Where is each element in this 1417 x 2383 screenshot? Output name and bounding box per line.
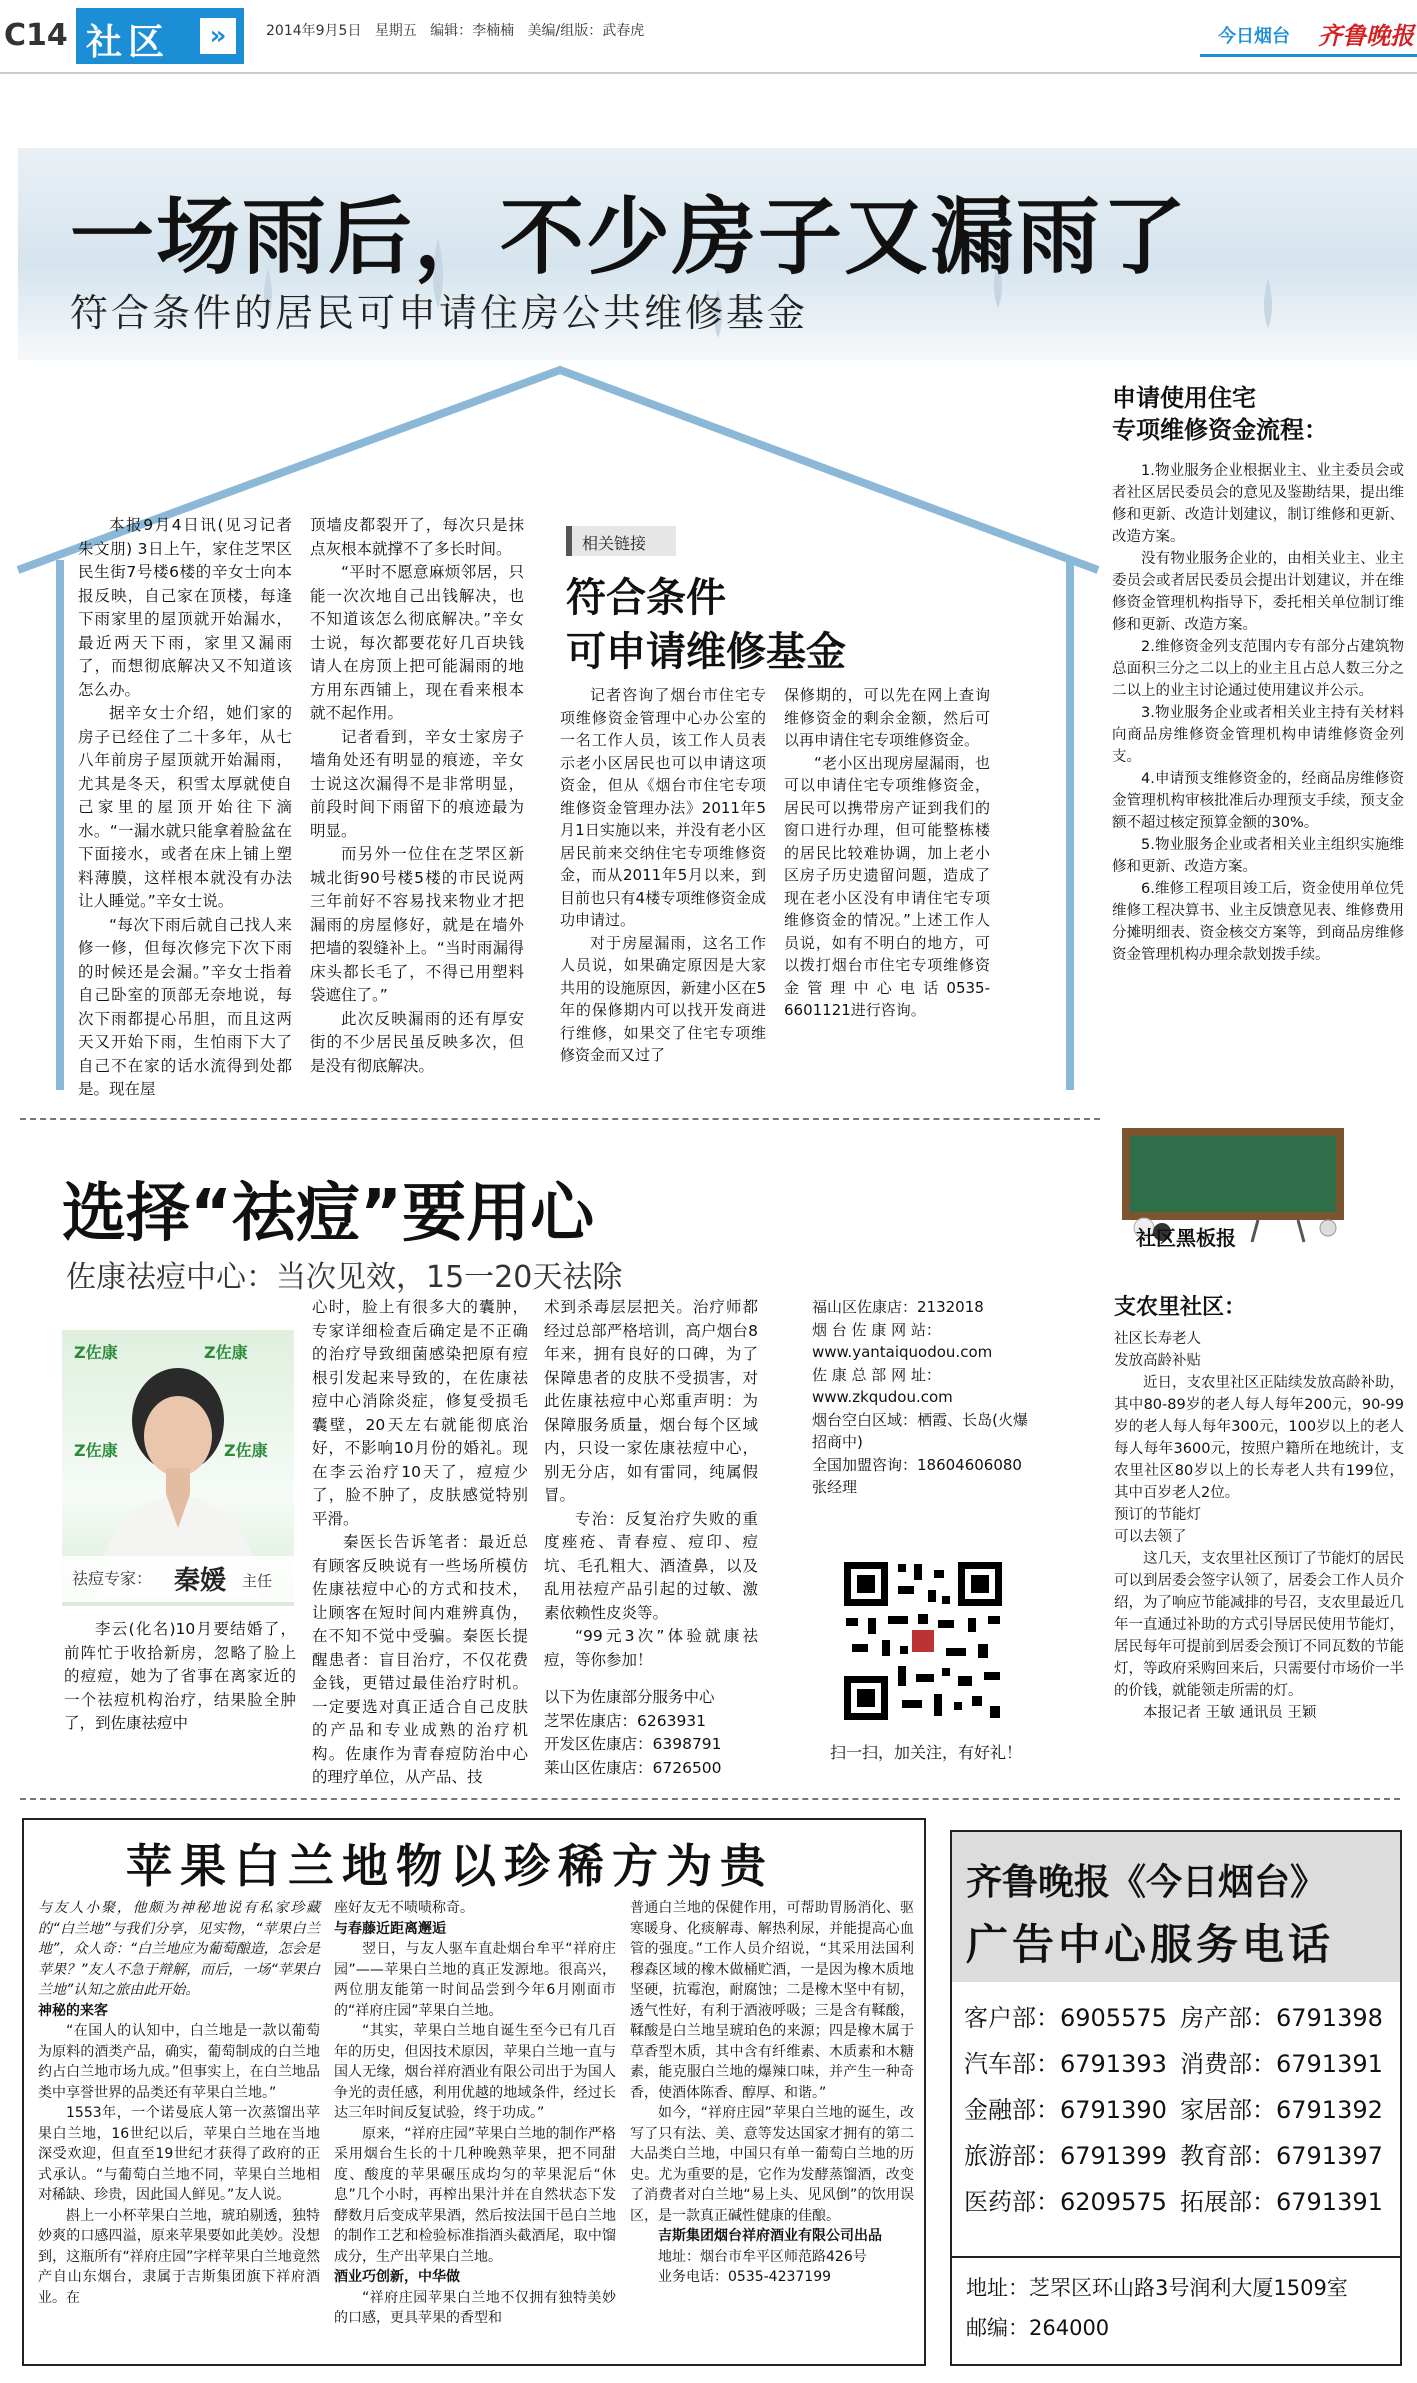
phone-number: 6209575 <box>1060 2188 1167 2216</box>
related-title-2: 可申请维修基金 <box>566 629 846 675</box>
company-address: 地址：烟台市牟平区师范路426号 <box>658 2248 867 2265</box>
page-number: C14 <box>4 18 68 53</box>
phone-entry: 拓展部：6791391 <box>1180 2188 1383 2216</box>
phone-number: 6905575 <box>1060 2004 1167 2032</box>
phone-dept: 旅游部 <box>964 2142 1036 2170</box>
process-step: 2.维修资金列支范围内专有部分占建筑物总面积三分之二以上的业主且占总人数三分之二以上的业主讨论通过使用建议并公示。 <box>1112 639 1404 699</box>
phone-number: 6791393 <box>1060 2050 1167 2078</box>
paragraph: 斟上一小杯苹果白兰地，琥珀剔透，独特妙爽的口感四溢，原来苹果要如此美妙。没想到，这瓶所有“祥府庄园”字样苹果白兰地竟然产自山东烟台，隶属于吉斯集团旗下祥府酒业。在 <box>38 2207 320 2306</box>
related-link-tag <box>566 526 676 556</box>
phone-entry: 汽车部：6791393 <box>964 2050 1167 2078</box>
community-name: 支农里社区： <box>1114 1295 1247 1320</box>
company-phone: 业务电话：0535-4237199 <box>658 2269 832 2285</box>
story3-col3 <box>630 1898 914 2288</box>
byline: 本报记者 王敏 通讯员 王颖 <box>1143 1705 1317 1721</box>
paragraph: 而另外一位住在芝罘区新城北街90号楼5楼的市民说两三年前好不容易找来物业才把漏雨的房屋修好，就是在墙外把墙的裂缝补上。“当时雨漏得床头都长毛了，不得已用塑料袋遮住了。” <box>310 845 524 1004</box>
story3-subhead: 酒业巧创新，中华做 <box>334 2269 460 2285</box>
phone-entry: 房产部：6791398 <box>1180 2004 1383 2032</box>
brand-logo: 齐鲁晚报 <box>1318 21 1414 50</box>
blackboard-label: 社区黑板报 <box>1136 1226 1236 1250</box>
phone-dept: 消费部 <box>1180 2050 1252 2078</box>
contact-line: 烟 台 佐 康 网 站： <box>812 1320 941 1339</box>
related-link-label: 相关链接 <box>582 534 647 553</box>
paragraph: 李云(化名)10月要结婚了，前阵忙于收拾新房，忽略了脸上的痘痘，她为了省事在离家近的一个祛痘机构治疗，结果脸全肿了，到佐康祛痘中 <box>64 1620 296 1732</box>
paragraph: 秦医长告诉笔者：最近总有顾客反映说有一些场所模仿佐康祛痘中心的方式和技术，让顾客在短时间内难辨真伪，在不知不觉中受骗。秦医长提醒患者：盲目治疗，不仅花费金钱，更错过最佳治疗时机。一定要选对真正适合自己皮肤的产品和专业成熟的治疗机构。佐康作为青春痘防治中心的理疗单位，从产品、技 <box>312 1533 528 1786</box>
paragraph: 保修期的，可以先在网上查询维修资金的剩余金额，然后可以再申请住宅专项维修资金。 <box>784 686 990 749</box>
story3-intro: 与友人小聚，他颇为神秘地说有私家珍藏的“白兰地”与我们分享，见实物，“苹果白兰地”，众人奇：“白兰地应为葡萄酿造，怎会是苹果？”友人不急于辩解，而后，一场“苹果白兰地”认知之旅由此开始。 <box>38 1900 320 1998</box>
process-step: 3.物业服务企业或者相关业主持有关材料向商品房维修资金管理机构申请维修资金列支。 <box>1112 705 1404 765</box>
paragraph: 据辛女士介绍，她们家的房子已经住了二十多年，从七八年前房子屋顶就开始漏雨，尤其是冬天，积雪太厚就使自己家里的屋顶开始往下滴水。“一漏水就只能拿着脸盆在下面接水，或者在床上铺上塑料薄膜，这样根本就没有办法让人睡觉。”辛女士说。 <box>78 704 292 910</box>
paragraph: 普通白兰地的保健作用，可帮助胃肠消化、驱寒暖身、化痰解毒、解热利尿，并能提高心血管的强度。”工作人员介绍说，“其采用法国利穆森区域的橡木做桶贮酒，一是因为橡木质地坚硬，抗霉泡，耐腐蚀；二是橡木坚中有韧，透气性好，有利于酒液呼吸；三是含有鞣酸，鞣酸是白兰地呈琥珀色的来源；四是橡木属于草香型木质，其中含有纤维素、木质素和木糖素，能克服白兰地的爆辣口味，并产生一种奇香，使酒体陈香、醇厚、和谐。” <box>630 1900 914 2101</box>
header-editor: 编辑：李楠楠 <box>430 23 515 39</box>
photo-expert-role: 主任 <box>242 1572 273 1590</box>
item1-title: 发放高龄补贴 <box>1114 1353 1201 1369</box>
paragraph: 此次反映漏雨的还有厚安街的不少居民虽反映多次，但是没有彻底解决。 <box>310 1009 524 1075</box>
paragraph: 术到杀毒层层把关。治疗师都经过总部严格培训，高户烟台8年来，拥有良好的口碑，为了保障患者的皮肤不受损害，对此佐康祛痘中心郑重声明：为保障服务质量，烟台每个区域内，只设一家佐康祛痘中心，别无分店，如有雷同，纯属假冒。 <box>544 1298 758 1504</box>
blackboard-body <box>1114 1328 1404 1724</box>
phone-dept: 汽车部 <box>964 2050 1036 2078</box>
contact-line: 佐 康 总 部 网 址： <box>812 1365 941 1384</box>
phone-entry: 教育部：6791397 <box>1180 2142 1383 2170</box>
phone-number: 6791391 <box>1276 2188 1383 2216</box>
process-step: 4.申请预支维修资金的，经商品房维修资金管理机构审核批准后办理预支手续，预支金额不超过核定预算金额的30%。 <box>1112 771 1404 831</box>
story2-subhead: 佐康祛痘中心：当次见效，15一20天祛除 <box>66 1260 623 1295</box>
ad-title-2: 广告中心服务电话 <box>966 1920 1335 1969</box>
double-chevron-icon: » <box>200 18 236 54</box>
process-sidebar <box>1112 382 1404 966</box>
contact-line: 福山区佐康店：2132018 <box>812 1298 984 1316</box>
item2-title: 预订的节能灯 <box>1114 1507 1201 1523</box>
service-store: 莱山区佐康店：6726500 <box>544 1758 722 1777</box>
story1-col3 <box>560 684 766 1067</box>
ad-title-1: 齐鲁晚报《今日烟台》 <box>966 1861 1327 1903</box>
contact-block <box>812 1296 1028 1499</box>
qr-code-icon[interactable] <box>838 1556 1008 1726</box>
story1-col2 <box>310 514 524 1078</box>
paragraph: “99元3次”体验就康祛痘，等你参加！ <box>544 1627 758 1669</box>
phone-dept: 家居部 <box>1180 2096 1252 2124</box>
process-step: 1.物业服务企业根据业主、业主委员会或者社区居民委员会的意见及鉴勘结果，提出维修和更新、改造计划建议，制订维修和更新、改造方案。 <box>1112 463 1404 545</box>
process-step: 没有物业服务企业的，由相关业主、业主委员会或者居民委员会提出计划建议，并在维修资金管理机构指导下，委托相关单位制订维修和更新、改造方案。 <box>1112 551 1404 633</box>
phone-dept: 教育部 <box>1180 2142 1252 2170</box>
phone-number: 6791392 <box>1276 2096 1383 2124</box>
story2-headline: 选择“祛痘”要用心 <box>62 1177 595 1251</box>
paragraph: “平时不愿意麻烦邻居，只能一次次地自己出钱解决，也不知道该怎么彻底解决。”辛女士说，每次都要花好几百块钱请人在房顶上把可能漏雨的地方用东西铺上，现在看来根本就不起作用。 <box>310 563 524 722</box>
phone-entry: 家居部：6791392 <box>1180 2096 1383 2124</box>
phone-dept: 拓展部 <box>1180 2188 1252 2216</box>
item2-body: 这几天，支农里社区预订了节能灯的居民可以到居委会签字认领了，居委会工作人员介绍，为了响应节能减排的号召，支农里最近几年一直通过补助的方式引导居民使用节能灯，居民每年可提前到居委会预订不同瓦数的节能灯，等政府采购回来后，只需要付市场价一半的价钱，就能领走所需的灯。 <box>1114 1551 1404 1699</box>
story3-col1 <box>38 1898 320 2308</box>
item1-title: 社区长寿老人 <box>1114 1331 1201 1347</box>
photo-caption-bar <box>62 1556 294 1602</box>
service-list-title: 以下为佐康部分服务中心 <box>544 1688 715 1706</box>
header-rule <box>1200 54 1417 57</box>
phone-dept: 医药部 <box>964 2188 1036 2216</box>
phone-number: 6791399 <box>1060 2142 1167 2170</box>
phone-number: 6791397 <box>1276 2142 1383 2170</box>
contact-line: 张经理 <box>812 1478 858 1496</box>
paragraph: “在国人的认知中，白兰地是一款以葡萄为原料的酒类产品，确实，葡萄制成的白兰地约占白兰地市场九成。”但事实上，在白兰地品类中享誉世界的品类还有苹果白兰地。” <box>38 2023 320 2101</box>
phone-entry: 旅游部：6791399 <box>964 2142 1167 2170</box>
story2-col3 <box>544 1296 758 1780</box>
phone-grid <box>964 2002 1394 2218</box>
paragraph: “祥府庄园苹果白兰地不仅拥有独特美妙的口感，更具苹果的香型和 <box>334 2289 616 2326</box>
story1-headline: 一场雨后，不少房子又漏雨了 <box>70 187 1189 286</box>
photo-logo: Z佐康 <box>74 1343 118 1362</box>
phone-entry: 客户部：6905575 <box>964 2004 1167 2032</box>
photo-logo: Z佐康 <box>204 1343 248 1362</box>
paragraph: “每次下雨后就自己找人来修一修，但每次修完下次下雨的时候还是会漏。”辛女士指着自己卧室的顶部无奈地说，每次下雨都提心吊胆，而且这两天又开始下雨，生怕雨下大了自己不在家的话水流得到处都是。现在屋 <box>78 915 292 1098</box>
phone-entry: 医药部：6209575 <box>964 2188 1167 2216</box>
story3-col2 <box>334 1898 616 2329</box>
paragraph: “其实，苹果白兰地自诞生至今已有几百年的历史，但因技术原因，苹果白兰地一直与国人无缘，烟台祥府酒业有限公司出于为国人争光的责任感，利用优越的地域条件，经过长达三年时间反复试验，终于功成。” <box>334 2023 616 2121</box>
process-step: 6.维修工程项目竣工后，资金使用单位凭维修工程决算书、业主反馈意见表、维修费用分摊明细表、资金核交方案等，到商品房维修资金管理机构办理余款划拨手续。 <box>1112 881 1404 963</box>
paragraph: 如今，“祥府庄园”苹果白兰地的诞生，改写了只有法、美、意等发达国家才拥有的第二大品类白兰地，中国只有单一葡萄白兰地的历史。尤为重要的是，它作为发酵蒸馏酒，改变了消费者对白兰地“易上头、见风倒”的饮用误区，是一款真正碱性健康的佳酿。 <box>630 2105 914 2224</box>
phone-number: 6791390 <box>1060 2096 1167 2124</box>
related-title-1: 符合条件 <box>566 575 726 621</box>
phone-number: 6791398 <box>1276 2004 1383 2032</box>
edition-label: 今日烟台 <box>1218 26 1290 47</box>
section-divider <box>20 1798 1400 1800</box>
photo-caption-prefix: 祛痘专家： <box>72 1569 153 1588</box>
header-divider <box>0 72 1417 74</box>
service-store: 芝罘佐康店：6263931 <box>544 1711 707 1730</box>
photo-expert-name: 秦媛 <box>174 1566 227 1596</box>
website-link[interactable]: www.yantaiquodou.com <box>812 1343 993 1361</box>
header-weekday: 星期五 <box>374 23 417 39</box>
story1-col4 <box>784 684 990 1022</box>
section-divider <box>20 1118 1100 1120</box>
process-step: 5.物业服务企业或者相关业主组织实施维修和更新、改造方案。 <box>1112 837 1404 875</box>
phone-entry: 金融部：6791390 <box>964 2096 1167 2124</box>
masthead <box>0 0 1417 72</box>
header-date: 2014年9月5日 <box>266 23 362 39</box>
story3-subhead: 神秘的来客 <box>38 2002 108 2019</box>
website-link[interactable]: www.zkqudou.com <box>812 1388 953 1406</box>
story2-col2 <box>312 1296 528 1790</box>
section-tab <box>76 8 244 64</box>
story1-subhead: 符合条件的居民可申请住房公共维修基金 <box>70 291 809 335</box>
qr-caption: 扫一扫，加关注，有好礼！ <box>830 1743 1023 1762</box>
service-store: 开发区佐康店：6398791 <box>544 1735 722 1753</box>
photo-logo: Z佐康 <box>74 1441 118 1460</box>
paragraph: 对于房屋漏雨，这名工作人员说，如果确定原因是大家共用的设施原因，新建小区在5年的保修期内可以找开发商进行维修，如果交了住宅专项维修资金而又过了 <box>560 933 766 1064</box>
paragraph: 顶墙皮都裂开了，每次只是抹点灰根本就撑不了多长时间。 <box>310 516 524 558</box>
story3-headline: 苹果白兰地物以珍稀方为贵 <box>126 1839 774 1893</box>
paragraph: 本报9月4日讯(见习记者 朱文朋) 3日上午，家住芝罘区民生街7号楼6楼的辛女士向本报反映，自己家在顶楼，每逢下雨家里的屋顶就开始漏水，最近两天下雨，家里又漏雨了，而想彻底解决又不知道该怎么办。 <box>78 516 292 699</box>
paragraph: 记者咨询了烟台市住宅专项维修资金管理中心办公室的一名工作人员，该工作人员表示老小区居民也可以申请这项资金，但从《烟台市住宅专项维修资金管理办法》2011年5月1日实施以来，并没有老小区居民前来交纳住宅专项维修资金，而从2011年5月以来，到目前也只有4楼专项维修资金成功申请过。 <box>560 686 766 929</box>
item1-body: 近日，支农里社区正陆续发放高龄补助，其中80-89岁的老人每人每年200元，90-99岁的老人每人每年300元，100岁以上的老人每人每年3600元，按照户籍所在地统计，支农里社区80岁以上的长寿老人共有199位，其中百岁老人2位。 <box>1114 1375 1404 1501</box>
paragraph: 专治：反复治疗失败的重度痤疮、青春痘、痘印、痘坑、毛孔粗大、酒渣鼻，以及乱用祛痘产品引起的过敏、激素依赖性皮炎等。 <box>544 1509 758 1622</box>
phone-dept: 房产部 <box>1180 2004 1252 2032</box>
contact-line: 烟台空白区域：栖霞、长岛(火爆招商中) <box>812 1410 1028 1451</box>
phone-dept: 金融部 <box>964 2096 1036 2124</box>
story2-col1 <box>64 1618 296 1736</box>
paragraph: 心时，脸上有很多大的囊肿，专家详细检查后确定是不正确的治疗导致细菌感染把原有痘根引发起来导致的，在佐康祛痘中心消除炎症，修复受损毛囊壁，20天左右就能彻底治好，不影响10月份的婚礼。现在李云治疗10天了，痘痘少了，脸不肿了，皮肤感觉特别平滑。 <box>312 1298 528 1528</box>
header-designer: 美编/组版：武春虎 <box>527 23 645 39</box>
item2-title: 可以去领了 <box>1114 1529 1187 1545</box>
paragraph: 1553年，一个诺曼底人第一次蒸馏出苹果白兰地，16世纪以后，苹果白兰地在当地深受欢迎，但直至19世纪才获得了政府的正式承认。“与葡萄白兰地不同，苹果白兰地相对稀缺、珍贵，因此国人鲜见。”友人说。 <box>38 2105 320 2203</box>
paragraph: “老小区出现房屋漏雨，也可以申请住宅专项维修资金，居民可以携带房产证到我们的窗口进行办理，但可能整栋楼的居民比较难协调，加上老小区房子历史遗留问题，造成了现在老小区没有申请住宅专项维修资金的情况。”上述工作人员说，如有不明白的地方，可以拨打烟台市住宅专项维修资金管理中心电话0535-6601121进行咨询。 <box>784 753 990 1019</box>
expert-photo <box>62 1330 294 1606</box>
paragraph: 记者看到，辛女士家房子墙角处还有明显的痕迹，辛女士说这次漏得不是非常明显，前段时间下雨留下的痕迹最为明显。 <box>310 727 524 840</box>
paragraph: 翌日，与友人驱车直赴烟台牟平“祥府庄园”——苹果白兰地的真正发源地。很高兴，两位朋友能第一时间品尝到今年6月刚面市的“祥府庄园”苹果白兰地。 <box>334 1941 616 2019</box>
ad-service-box <box>950 1830 1402 2366</box>
story3-subhead: 与春藤近距离邂逅 <box>334 1920 446 1937</box>
ad-divider <box>952 2256 1400 2258</box>
phone-number: 6791391 <box>1276 2050 1383 2078</box>
section-label: 社区 <box>86 22 171 63</box>
company-name: 吉斯集团烟台祥府酒业有限公司出品 <box>658 2228 882 2244</box>
ad-postcode: 邮编：264000 <box>966 2316 1110 2340</box>
header-meta <box>266 20 644 40</box>
phone-entry: 消费部：6791391 <box>1180 2050 1383 2078</box>
paragraph: 原来，“祥府庄园”苹果白兰地的制作严格采用烟台生长的十几种晚熟苹果，把不同甜度、酸度的苹果碾压成均匀的苹果泥后“休息”几个小时，再榨出果汁并在自然状态下发酵数月后变成苹果酒，然后按法国干邑白兰地的制作工艺和检验标准指酒头截酒尾，取中馏成分，生产出苹果白兰地。 <box>334 2125 616 2265</box>
process-title-1: 申请使用住宅 <box>1112 384 1256 412</box>
photo-logo: Z佐康 <box>224 1441 268 1460</box>
contact-line: 全国加盟咨询：18604606080 <box>812 1455 1022 1474</box>
phone-dept: 客户部 <box>964 2004 1036 2032</box>
process-title-2: 专项维修资金流程： <box>1112 416 1328 444</box>
paragraph: 座好友无不啧啧称奇。 <box>334 1900 474 1916</box>
story1-col1 <box>78 514 292 1102</box>
ad-address: 地址：芝罘区环山路3号润利大厦1509室 <box>966 2276 1348 2300</box>
